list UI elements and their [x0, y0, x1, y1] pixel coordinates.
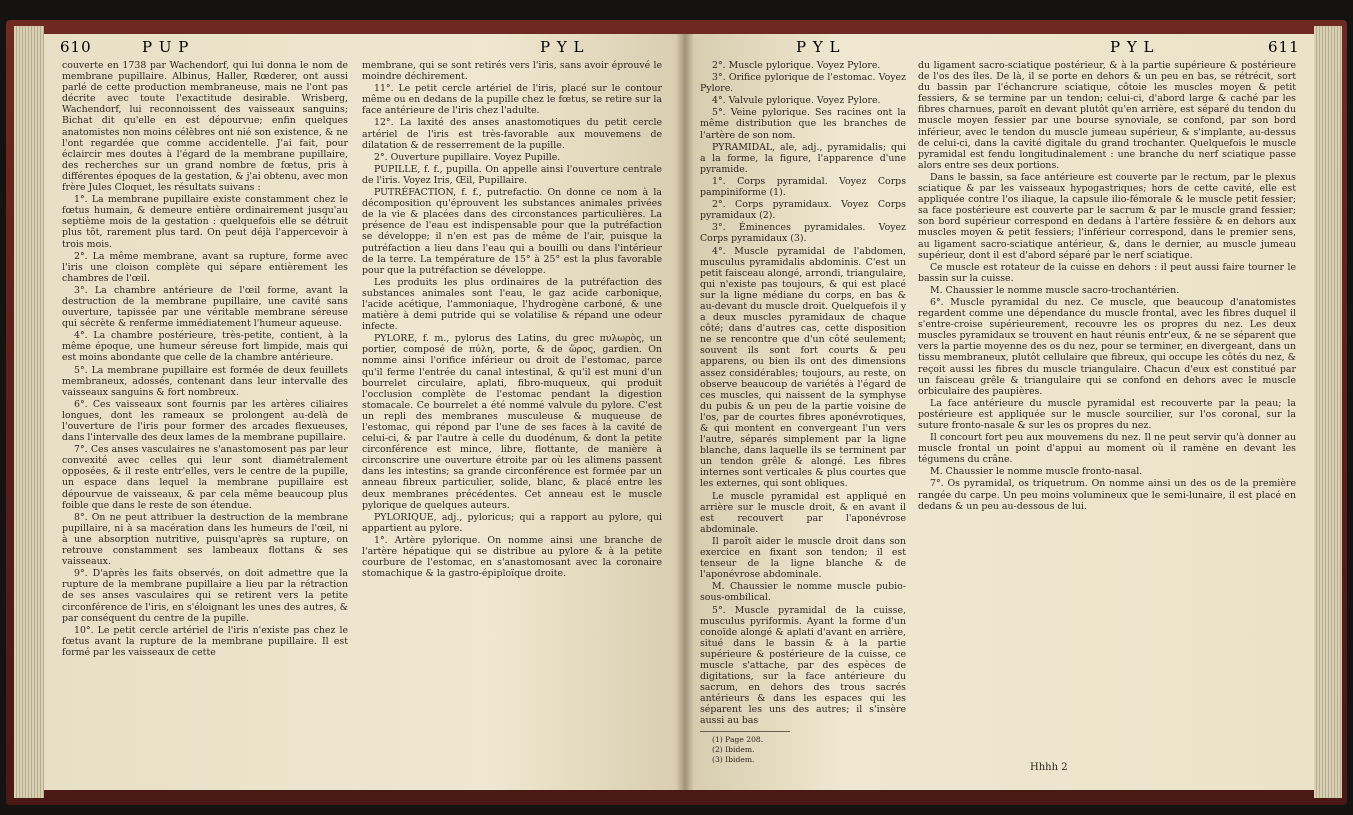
paragraph: 2°. Ouverture pupillaire. Voyez Pupille.	[374, 151, 561, 163]
paragraph: 7°. Os pyramidal, os triquetrum. On nomme ainsi un des os de la première rangée du carpe. Un peu moins volumineux que le semi-lunaire, il est placé en dedans & un peu au-dessous de lui.	[918, 478, 1296, 512]
signature-mark: Hhhh 2	[1030, 762, 1068, 773]
book-gutter	[676, 34, 694, 790]
paragraph: Ce muscle est rotateur de la cuisse en dehors : il peut aussi faire tourner le bassin sur la cuisse.	[918, 261, 1296, 284]
paragraph: 2°. Muscle pylorique. Voyez Pylore.	[712, 60, 881, 71]
paragraph: Le muscle pyramidal est appliqué en arrière sur le muscle droit, & en avant il est recouvert par l'aponévrose abdominale.	[700, 490, 906, 535]
paragraph: 2°. La même membrane, avant sa rupture, forme avec l'iris une cloison complète qui sépare entièrement les chambres de l'œil.	[62, 250, 348, 284]
right-column-2	[918, 60, 1296, 776]
entry-pupille: PUPILLE, f. f., pupilla. On appelle ainsi l'ouverture centrale de l'iris. Voyez Iris, Œil, Pupillaire.	[362, 163, 662, 186]
left-column-1	[62, 60, 348, 776]
paragraph: 3°. La chambre antérieure de l'œil forme, avant la destruction de la membrane pupillaire, une cavité sans ouverture, tapissée par une véritable membrane séreuse qui sécrète & renferme immédiatement l'humeur aqueuse.	[62, 284, 348, 330]
paragraph: 10°. Le petit cercle artériel de l'iris n'existe pas chez le fœtus avant la rupture de la membrane pupillaire. Il est formé par les vaisseaux de cette	[62, 624, 348, 658]
paragraph: 7°. Ces anses vasculaires ne s'anastomosent pas par leur convexité avec celles qui leur sont diamétralement opposées, & il reste entr'elles, vers le centre de la pupille, un espace dans lequel la membrane pupillaire est dépourvue de vaisseaux, & par cela même beaucoup plus foible que dans le reste de son étendue.	[62, 444, 348, 511]
footnote: (2) Ibidem.	[712, 744, 755, 754]
entry-pylorique: PYLORIQUE, adj., pyloricus; qui a rapport au pylore, qui appartient au pylore.	[362, 511, 662, 534]
page-edges-left	[14, 26, 44, 798]
paragraph: 5°. Veine pylorique. Ses racines ont la même distribution que les branches de l'artère de son nom.	[700, 107, 906, 141]
left-head-left: P U P	[142, 38, 190, 56]
right-column-1	[700, 60, 906, 776]
paragraph: 3°. Orifice pylorique de l'estomac. Voyez Pylore.	[700, 72, 906, 95]
paragraph: couverte en 1738 par Wachendorf, qui lui donna le nom de membrane pupillaire. Albinus, Haller, Rœderer, ont aussi parlé de cette production membraneuse, mais ne l'ont pas décrite avec toute l'exactitude desirable. Wrisberg, Wachendorf, lui reconnoissent des vaisseaux sanguins; Bichat dit qu'elle en est dépourvue; enfin quelques anatomistes non moins célèbres ont nié son existence, & ne l'ont regardée que comme accidentelle. J'ai fait, pour éclaircir mes doutes à l'égard de la membrane pupillaire, des recherches sur un grand nombre de fœtus, pris à différentes époques de la gestation, & j'ai obtenu, avec mon frère Jules Cloquet, les résultats suivans :	[62, 60, 348, 194]
paragraph: 4°. Valvule pylorique. Voyez Pylore.	[712, 95, 881, 107]
paragraph: 4°. La chambre postérieure, très-petite, contient, à la même époque, une humeur séreuse fort limpide, mais qui est moins abondante que celle de la chambre antérieure.	[62, 330, 348, 364]
left-column-2	[362, 60, 662, 776]
entry-pylore: PYLORE, f. m., pylorus des Latins, du grec πυλωρὸς, un portier, composé de πύλη, porte, & de ὥρος, gardien. On nomme ainsi l'orifice inférieur ou droit de l'estomac, parce qu'il ferme l'entrée du canal intestinal, & qu'il est muni d'un bourrelet circulaire, aplati, fibro-muqueux, qui produit l'occlusion complète de l'estomac pendant la digestion stomacale. Ce bourrelet a été nommé valvule du pylore. C'est un repli des membranes musculeuse & muqueuse de l'estomac, qui répond par l'une de ses faces à la cavité de celui-ci, & par l'autre à celle du duodénum, & dont la petite circonférence est mince, libre, flottante, de manière à circonscrire une ouverture étroite par où les alimens passent dans les intestins; sa grande circonférence est formée par un anneau fibreux particulier, solide, blanc, & placé entre les deux membranes précédentes. Cet anneau est le muscle pylorique de quelques auteurs.	[362, 333, 662, 511]
page-edges-right	[1314, 26, 1342, 798]
paragraph: 11°. Le petit cercle artériel de l'iris, placé sur le contour même ou en dedans de la pupille chez le fœtus, se retire sur la face antérieure de l'iris chez l'adulte.	[362, 83, 662, 117]
right-head-left: P Y L	[796, 38, 841, 56]
paragraph: 5°. La membrane pupillaire est formée de deux feuillets membraneux, adossés, contenant dans leur intervalle des vaisseaux sanguins & fort nombreux.	[62, 364, 348, 398]
paragraph: M. Chaussier le nomme muscle pubio-sous-ombilical.	[700, 581, 906, 604]
paragraph: 4°. Muscle pyramidal de l'abdomen, musculus pyramidalis abdominis. C'est un petit faisceau alongé, arrondi, triangulaire, qui n'existe pas toujours, & qui est placé sur la ligne médiane du corps, en bas & au-devant du muscle droit. Quelquefois il y a deux muscles pyramidaux de chaque côté; dans d'autres cas, cette disposition ne se rencontre que d'un côté seulement; souvent ils sont fort courts & peu apparens, ou bien ils ont des dimensions assez considérables; toujours, au reste, on observe beaucoup de variétés à l'égard de ces muscles, qui naissent de la symphyse du pubis & un peu de la partie voisine de l'os, par de courtes fibres aponévrotiques, & qui montent en convergeant l'un vers l'autre, séparés simplement par la ligne blanche, dans laquelle ils se terminent par un tendon grêle & alongé. Les fibres internes sont verticales & plus courtes que les externes, qui sont obliques.	[700, 245, 906, 490]
paragraph: La face antérieure du muscle pyramidal est recouverte par la peau; la postérieure est appliquée sur le muscle sourcilier, sur l'os coronal, sur la suture fronto-nasale & sur les os propres du nez.	[918, 397, 1296, 431]
footnote: (3) Ibidem.	[712, 754, 755, 764]
paragraph: 1°. Corps pyramidal. Voyez Corps pampiniforme (1).	[700, 175, 906, 199]
footnote-rule	[700, 731, 790, 732]
left-folio: 610	[60, 38, 92, 56]
paragraph: 1°. Artère pylorique. On nomme ainsi une branche de l'artère hépatique qui se distribue au pylore & à la petite courbure de l'estomac, en s'anastomosant avec la coronaire stomachique & la gastro-épiploïque droite.	[362, 534, 662, 580]
paragraph: 5°. Muscle pyramidal de la cuisse, musculus pyriformis. Ayant la forme d'un conoïde alongé & aplati d'avant en arrière, situé dans le bassin & à la partie supérieure & postérieure de la cuisse, ce muscle s'attache, par des espèces de digitations, sur la face antérieure du sacrum, en dehors des trous sacrés antérieurs & dans les espaces qui les séparent les uns des autres; il s'insère aussi au bas	[700, 604, 906, 727]
paragraph: Les produits les plus ordinaires de la putréfaction des substances animales sont l'eau, le gaz acide carbonique, l'acide acétique, l'ammoniaque, l'hydrogène carboné, & une matière à demi putride qui se volatilise & répand une odeur infecte.	[362, 276, 662, 333]
paragraph: Il concourt fort peu aux mouvemens du nez. Il ne peut servir qu'à donner au muscle frontal un point d'appui au moment où il ramène en devant les tégumens du crâne.	[918, 432, 1296, 466]
right-head-right: P Y L	[1110, 38, 1155, 56]
paragraph: du ligament sacro-sciatique postérieur, & à la partie supérieure & postérieure de l'os des îles. De là, il se porte en dehors & un peu en bas, se rétrécit, sort du bassin par l'échancrure sciatique, côtoie les muscles moyen & petit fessiers, & se termine par un tendon; celui-ci, d'abord large & caché par les fibres charnues, paroît en devant plutôt qu'en arrière, est séparé du tendon du muscle moyen fessier par une bourse synoviale, se confond, par son bord inférieur, avec le tendon du muscle jumeau supérieur, & s'implante, au-dessus de celui-ci, dans la cavité digitale du grand trochanter. Quelquefois le muscle pyramidal est fendu longitudinalement : une branche du nerf sciatique passe alors entre ses deux portions.	[918, 60, 1296, 171]
left-running-head	[60, 38, 670, 58]
entry-pyramidal: PYRAMIDAL, ale, adj., pyramidalis; qui a la forme, la figure, l'apparence d'une pyramide.	[700, 141, 906, 175]
paragraph: 6°. Muscle pyramidal du nez. Ce muscle, que beaucoup d'anatomistes regardent comme une dépendance du muscle frontal, avec les fibres duquel il s'entre-croise supérieurement, recouvre les os propres du nez. Les deux muscles pyramidaux se trouvent en haut réunis entr'eux, & ne se séparent que vers la partie moyenne des os du nez, pour se terminer, en divergeant, dans un tissu membraneux, plutôt cellulaire que fibreux, qui occupe les côtés du nez, & reçoit aussi les fibres du muscle triangulaire. Chacun d'eux est constitué par un faisceau grêle & triangulaire qui se confond en dehors avec le muscle orbiculaire des paupières.	[918, 296, 1296, 397]
paragraph: M. Chaussier le nomme muscle fronto-nasal.	[930, 466, 1143, 478]
paragraph: Il paroît aider le muscle droit dans son exercice en fixant son tendon; il est tenseur de la ligne blanche & de l'aponévrose abdominale.	[700, 535, 906, 581]
paragraph: Dans le bassin, sa face antérieure est couverte par le rectum, par le plexus sciatique & par les vaisseaux hypogastriques; hors de cette cavité, elle est appliquée contre l'os iliaque, la capsule ilio-fémorale & le muscle petit fessier; sa face postérieure est couverte par le sacrum & par le muscle grand fessier; son bord supérieur correspond en dedans à l'artère fessière & en dehors aux muscles moyen & petit fessiers; l'inférieur correspond, dans le premier sens, au ligament sacro-sciatique antérieur, &, dans le dernier, au muscle jumeau supérieur, dont il est d'abord séparé par le nerf sciatique.	[918, 171, 1296, 261]
paragraph: 8°. On ne peut attribuer la destruction de la membrane pupillaire, ni à sa macération dans les humeurs de l'œil, ni à une absorption nutritive, puisqu'après sa rupture, on retrouve constamment ses lambeaux flottans & ses vaisseaux.	[62, 511, 348, 568]
paragraph: 12°. La laxité des anses anastomotiques du petit cercle artériel de l'iris est très-favorable aux mouvemens de dilatation & de resserrement de la pupille.	[362, 117, 662, 151]
paragraph: 3°. Éminences pyramidales. Voyez Corps pyramidaux (3).	[700, 222, 906, 245]
paragraph: membrane, qui se sont retirés vers l'iris, sans avoir éprouvé le moindre déchirement.	[362, 60, 662, 83]
left-head-right: P Y L	[540, 38, 585, 56]
right-folio: 611	[1268, 38, 1300, 56]
entry-putrefaction: PUTRÉFACTION, f. f., putrefactio. On donne ce nom à la décomposition qu'éprouvent les substances animales privées de la vie & placées dans des circonstances particulières. La présence de l'eau est indispensable pour que la putréfaction se développe; il n'en est pas de même de l'air, puisque la putréfaction a lieu dans l'eau qui a bouilli ou dans l'intérieur de la terre. La température de 15° à 25° est la plus favorable pour que la putréfaction se développe.	[362, 187, 662, 276]
paragraph: 9°. D'après les faits observés, on doit admettre que la rupture de la membrane pupillaire a lieu par la rétraction de ses anses vasculaires qui se retirent vers la petite circonférence de l'iris, en s'éloignant les unes des autres, & par conséquent du centre de la pupille.	[62, 568, 348, 624]
paragraph: 6°. Ces vaisseaux sont fournis par les artères ciliaires longues, dont les rameaux se prolongent au-delà de l'ouverture de l'iris pour former des arcades flexueuses, dans l'intervalle des deux lames de la membrane pupillaire.	[62, 398, 348, 444]
paragraph: 2°. Corps pyramidaux. Voyez Corps pyramidaux (2).	[700, 199, 906, 222]
paragraph: 1°. La membrane pupillaire existe constamment chez le fœtus humain, & demeure entière ordinairement jusqu'au septième mois de la gestation : quelquefois elle se détruit plus tôt, rarement plus tard. On peut déjà l'appercevoir à trois mois.	[62, 194, 348, 250]
right-running-head	[700, 38, 1310, 58]
footnote: (1) Page 208.	[712, 734, 764, 744]
paragraph: M. Chaussier le nomme muscle sacro-trochantérien.	[930, 284, 1180, 296]
